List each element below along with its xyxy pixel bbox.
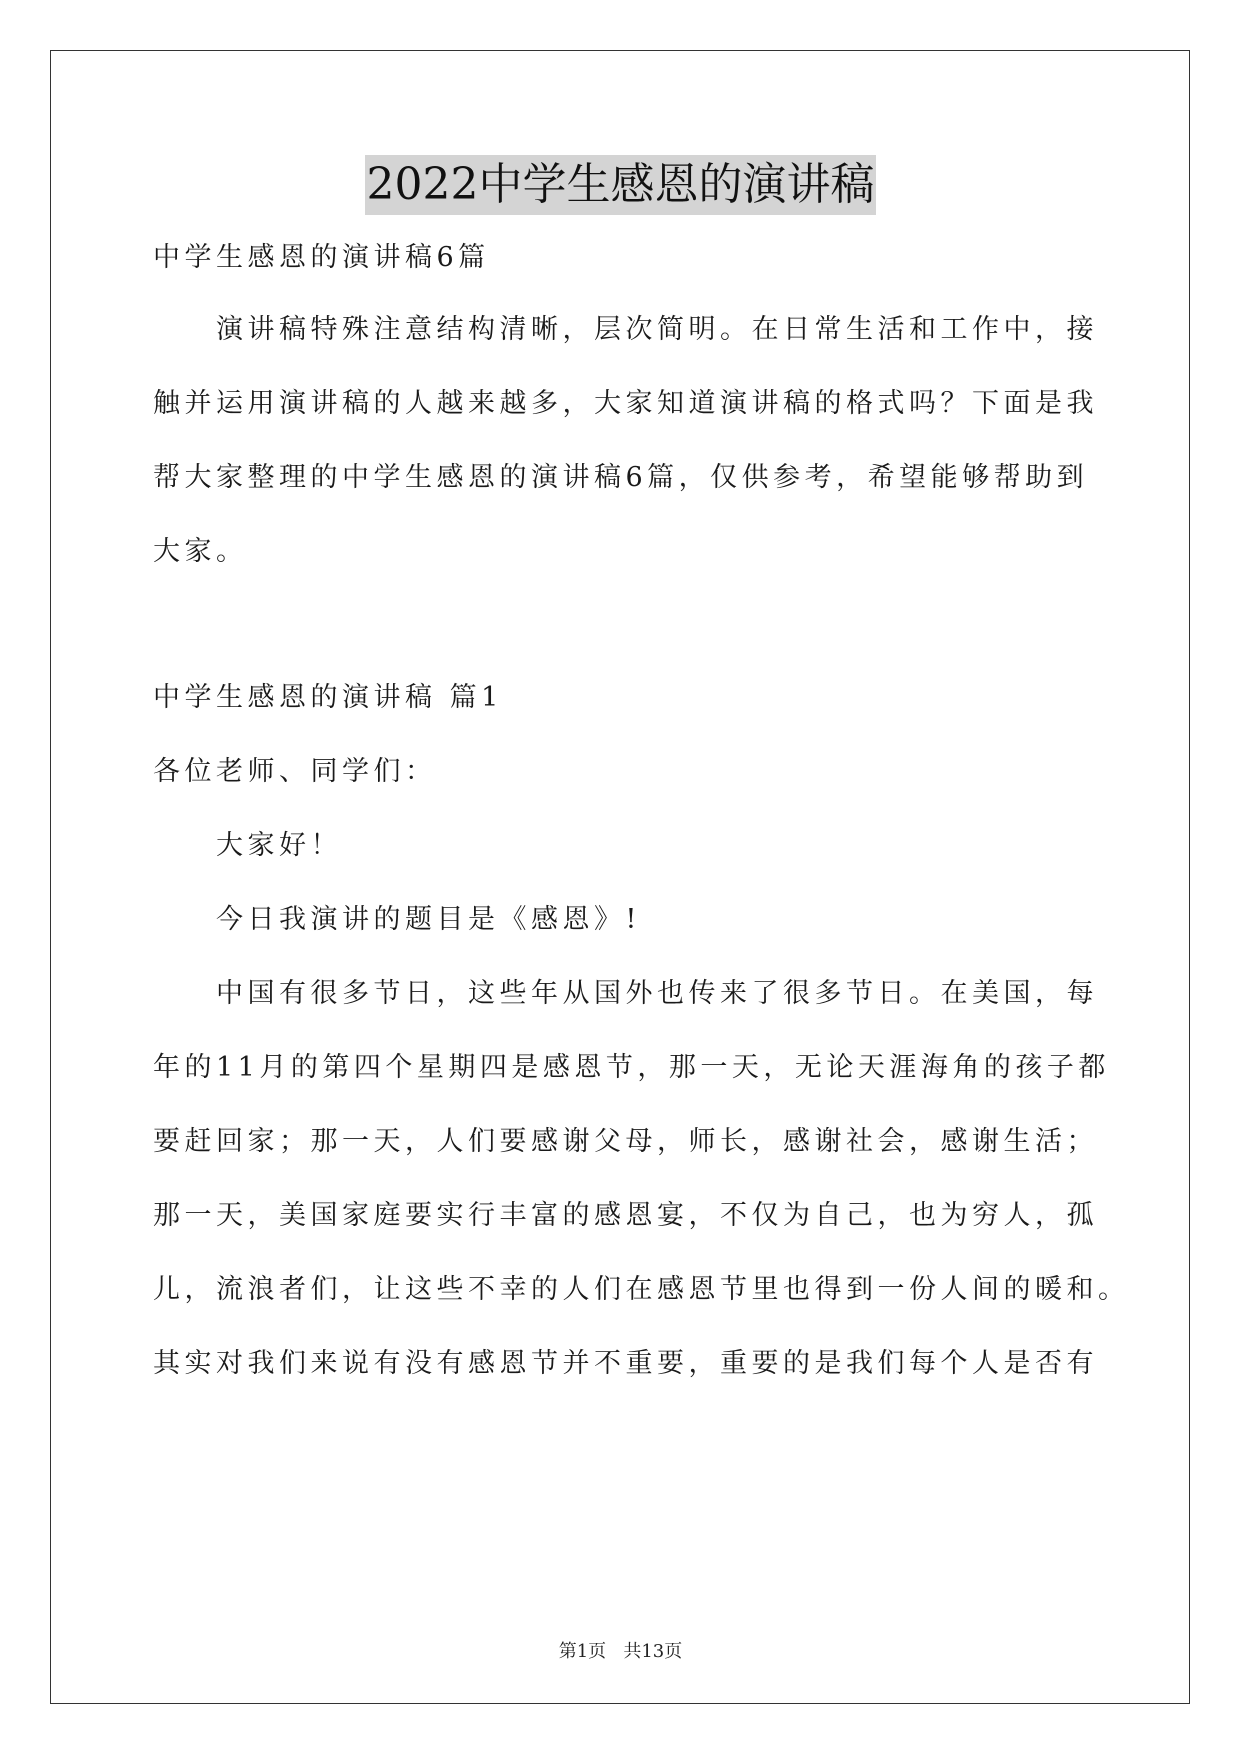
body-line-1: 中国有很多节日，这些年从国外也传来了很多节日。在美国，每: [216, 978, 1098, 1009]
page-border: [50, 50, 1190, 1704]
body-line-6: 其实对我们来说有没有感恩节并不重要，重要的是我们每个人是否有: [153, 1348, 1098, 1379]
body-line-2: 年的11月的第四个星期四是感恩节，那一天，无论天涯海角的孩子都: [153, 1052, 1110, 1083]
intro-line-2: 触并运用演讲稿的人越来越多，大家知道演讲稿的格式吗？下面是我: [153, 388, 1098, 419]
document-subtitle: 中学生感恩的演讲稿6篇: [153, 242, 490, 273]
intro-line-3: 帮大家整理的中学生感恩的演讲稿6篇，仅供参考，希望能够帮助到: [153, 462, 1089, 493]
body-line-5: 儿，流浪者们，让这些不幸的人们在感恩节里也得到一份人间的暖和。: [153, 1274, 1130, 1305]
page-number-footer: 第1页 共13页: [558, 1641, 683, 1662]
body-line-3: 要赶回家；那一天，人们要感谢父母，师长，感谢社会，感谢生活；: [153, 1126, 1098, 1157]
section-heading: 中学生感恩的演讲稿 篇1: [153, 682, 503, 713]
intro-line-1: 演讲稿特殊注意结构清晰，层次简明。在日常生活和工作中，接: [216, 314, 1098, 345]
intro-line-4: 大家。: [153, 536, 248, 567]
greeting: 大家好！: [216, 830, 342, 861]
salutation: 各位老师、同学们：: [153, 756, 437, 787]
topic-line: 今日我演讲的题目是《感恩》!: [216, 904, 641, 935]
title-container: [0, 155, 1241, 215]
document-title: 2022中学生感恩的演讲稿: [365, 155, 877, 215]
body-line-4: 那一天，美国家庭要实行丰富的感恩宴，不仅为自己，也为穷人，孤: [153, 1200, 1098, 1231]
